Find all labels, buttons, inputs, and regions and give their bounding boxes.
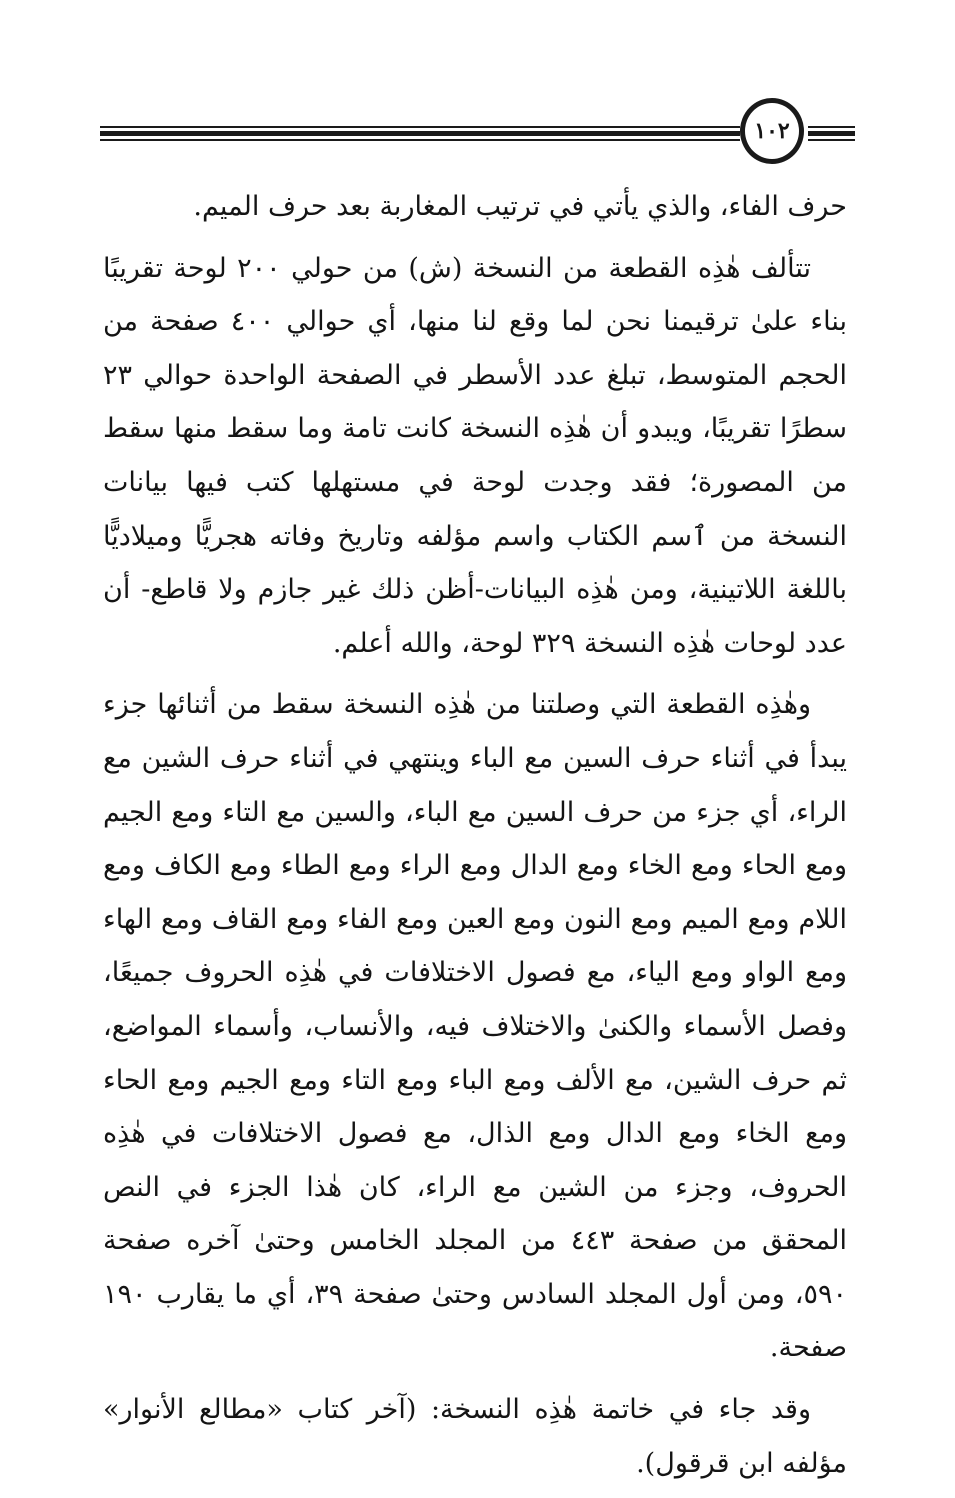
header-rule-tail: [808, 131, 855, 136]
page-number: ١٠٢: [754, 118, 790, 144]
header-rule-tail: [808, 139, 855, 141]
body-text: [103, 180, 847, 1498]
paragraph: حرف الفاء، والذي يأتي في ترتيب المغاربة بعد حرف الميم.: [193, 191, 847, 222]
paragraph: تتألف هٰذِه القطعة من النسخة (ش) من حولي ٢٠٠ لوحة تقريبًا بناء علىٰ ترقيمنا نحن لما وقع لنا منها، أي حوالي ٤٠٠ صفحة من الحجم المتوسط، تبلغ عدد الأسطر في الصفحة الواحدة حوالي ٢٣ سطرًا تقريبًا، ويبدو أن هٰذِه النسخة كانت تامة وما سقط منها سقط من المصورة؛ فقد وجدت لوحة في مستهلها كتب فيها بيانات النسخة من ٱسم الكتاب واسم مؤلفه وتاريخ وفاته هجريًّا وميلاديًّا باللغة اللاتينية، ومن هٰذِه البيانات-أظن ذلك غير جازم ولا قاطع- أن عدد لوحات هٰذِه النسخة ٣٢٩ لوحة، والله أعلم.: [103, 252, 848, 659]
header-rule: [100, 139, 740, 141]
paragraph: وهٰذِه القطعة التي وصلتنا من هٰذِه النسخة سقط من أثنائها جزء يبدأ في أثناء حرف السين مع الباء وينتهي في أثناء حرف الشين مع الراء، أي جزء من حرف السين مع الباء، والسين مع التاء ومع الجيم ومع الحاء ومع الخاء ومع الدال ومع الراء ومع الطاء ومع الكاف ومع اللام ومع الميم ومع النون ومع العين ومع الفاء ومع القاف ومع الهاء ومع الواو ومع الياء، مع فصول الاختلافات في هٰذِه الحروف جميعًا، وفصل الأسماء والكنىٰ والاختلاف فيه، والأنساب، وأسماء المواضع، ثم حرف الشين، مع الألف ومع الباء ومع التاء ومع الجيم ومع الحاء ومع الخاء ومع الدال ومع الذال، مع فصول الاختلافات في هٰذِه الحروف، وجزء من الشين مع الراء، كان هٰذا الجزء في النص المحقق من صفحة ٤٤٣ من المجلد الخامس وحتىٰ آخره صفحة ٥٩٠، ومن أول المجلد السادس وحتىٰ صفحة ٣٩، أي ما يقارب ١٩٠ صفحة.: [103, 689, 847, 1364]
header-rule: [100, 126, 740, 128]
header-rule-tail: [808, 126, 855, 128]
page-header: [100, 96, 855, 170]
page-number-badge: [740, 98, 804, 164]
header-rule: [100, 131, 740, 136]
paragraph: وقد جاء في خاتمة هٰذِه النسخة: (آخر كتاب «مطالع الأنوار» مؤلفه ابن قرقول).: [103, 1394, 847, 1479]
